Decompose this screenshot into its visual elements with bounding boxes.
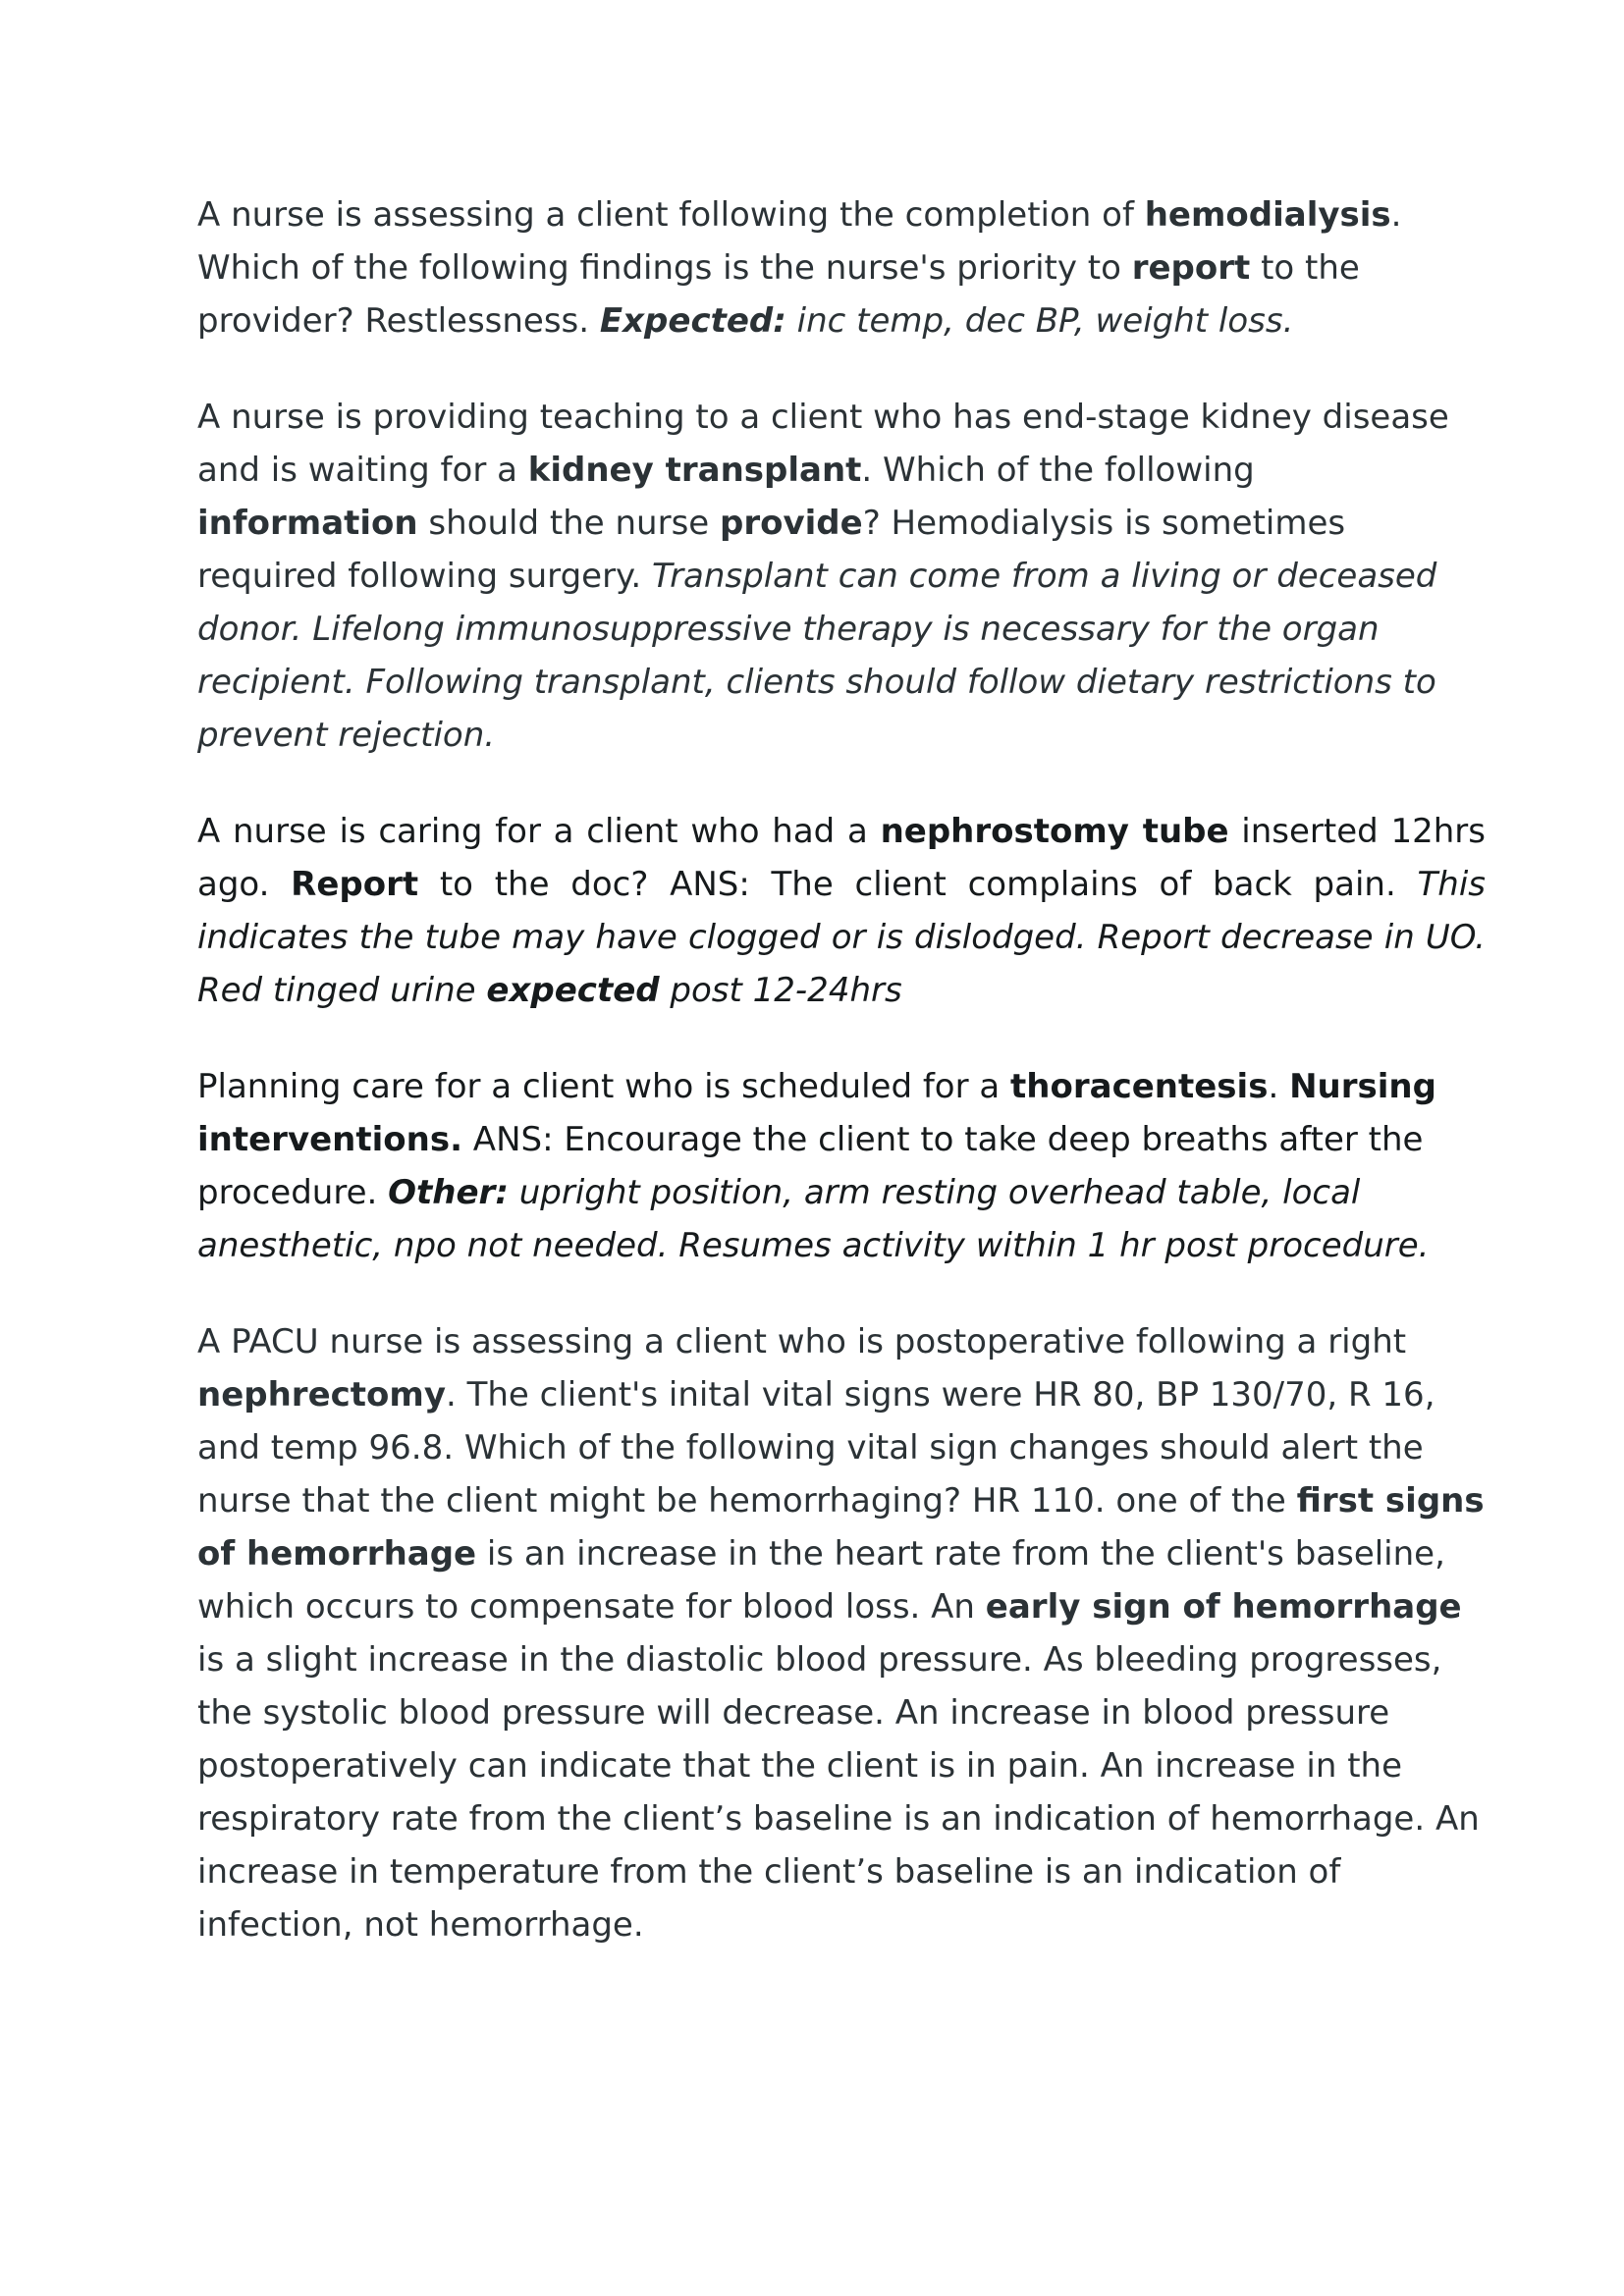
bold-italic-term: Expected: — [599, 301, 786, 341]
bold-term: hemodialysis — [1144, 195, 1391, 235]
text-run: ANS: Encourage the client to take deep breaths after the procedure. — [197, 1120, 1424, 1212]
text-run: should the nurse — [417, 504, 721, 543]
italic-note: post 12-24hrs — [659, 971, 902, 1010]
bold-term: information — [197, 504, 418, 543]
text-run: Planning care for a client who is scheduled for a — [197, 1067, 1011, 1106]
text-run: A nurse is caring for a client who had a — [197, 812, 881, 851]
question-paragraph-hemodialysis — [197, 188, 1486, 347]
text-run: is an increase in the heart rate from the client's baseline, which occurs to compensate for blood loss. An — [197, 1534, 1445, 1627]
text-run: . Which of the following — [861, 451, 1255, 490]
text-run: ? Hemodialysis is sometimes required following surgery. — [197, 504, 1346, 596]
italic-note: inc temp, dec BP, weight loss. — [785, 301, 1294, 341]
text-run: . Which of the following findings is the nurse's priority to — [197, 195, 1402, 288]
question-paragraph-kidney-transplant — [197, 391, 1486, 762]
bold-term: nephrectomy — [197, 1375, 446, 1415]
text-run: . — [1268, 1067, 1290, 1106]
text-run: A PACU nurse is assessing a client who is postoperative following a right — [197, 1322, 1407, 1362]
text-run: . The client's inital vital signs were HR 80, BP 130/70, R 16, and temp 96.8. Which of the following vital sign changes should alert the nurse that the client might be hemorrhaging? HR 110. one of the — [197, 1375, 1435, 1521]
bold-term: Nursing interventions. — [197, 1067, 1436, 1159]
question-paragraph-nephrectomy — [197, 1315, 1486, 1951]
bold-term: nephrostomy tube — [880, 812, 1229, 851]
italic-note: Transplant can come from a living or deceased donor. Lifelong immunosuppressive therapy is necessary for the organ recipient. Following transplant, clients should follow dietary restrictions to prevent rejection. — [197, 557, 1437, 755]
text-run: inserted 12hrs ago. — [197, 812, 1486, 904]
bold-term: report — [1131, 248, 1251, 288]
text-run: is a slight increase in the diastolic blood pressure. As bleeding progresses, the systolic blood pressure will decrease. An increase in blood pressure postoperatively can indicate that the client is in pain. An increase in the respiratory rate from the client’s baseline is an indication of hemorrhage. An increase in temperature from the client’s baseline is an indication of infection, not hemorrhage. — [197, 1640, 1480, 1945]
text-run: to the provider? Restlessness. — [197, 248, 1360, 341]
document-body — [197, 188, 1486, 1995]
bold-term: early sign of hemorrhage — [985, 1587, 1462, 1627]
bold-italic-term: Other: — [388, 1173, 509, 1212]
bold-term: Report — [291, 865, 419, 904]
bold-term: provide — [720, 504, 863, 543]
bold-term: kidney transplant — [527, 451, 862, 490]
text-run: A nurse is providing teaching to a client who has end-stage kidney disease and is waiting for a — [197, 398, 1449, 490]
text-run: A nurse is assessing a client following the completion of — [197, 195, 1145, 235]
text-run: to the doc? ANS: The client complains of back pain. — [418, 865, 1418, 904]
bold-term: thoracentesis — [1010, 1067, 1269, 1106]
italic-note: upright position, arm resting overhead table, local anesthetic, npo not needed. Resumes activity within 1 hr post procedure. — [197, 1173, 1430, 1265]
question-paragraph-thoracentesis — [197, 1060, 1486, 1272]
question-paragraph-nephrostomy — [197, 805, 1486, 1017]
italic-note: This indicates the tube may have clogged or is dislodged. Report decrease in UO. Red tinged urine — [197, 865, 1486, 1010]
bold-italic-term: expected — [486, 971, 660, 1010]
bold-term: first signs of hemorrhage — [197, 1481, 1485, 1574]
